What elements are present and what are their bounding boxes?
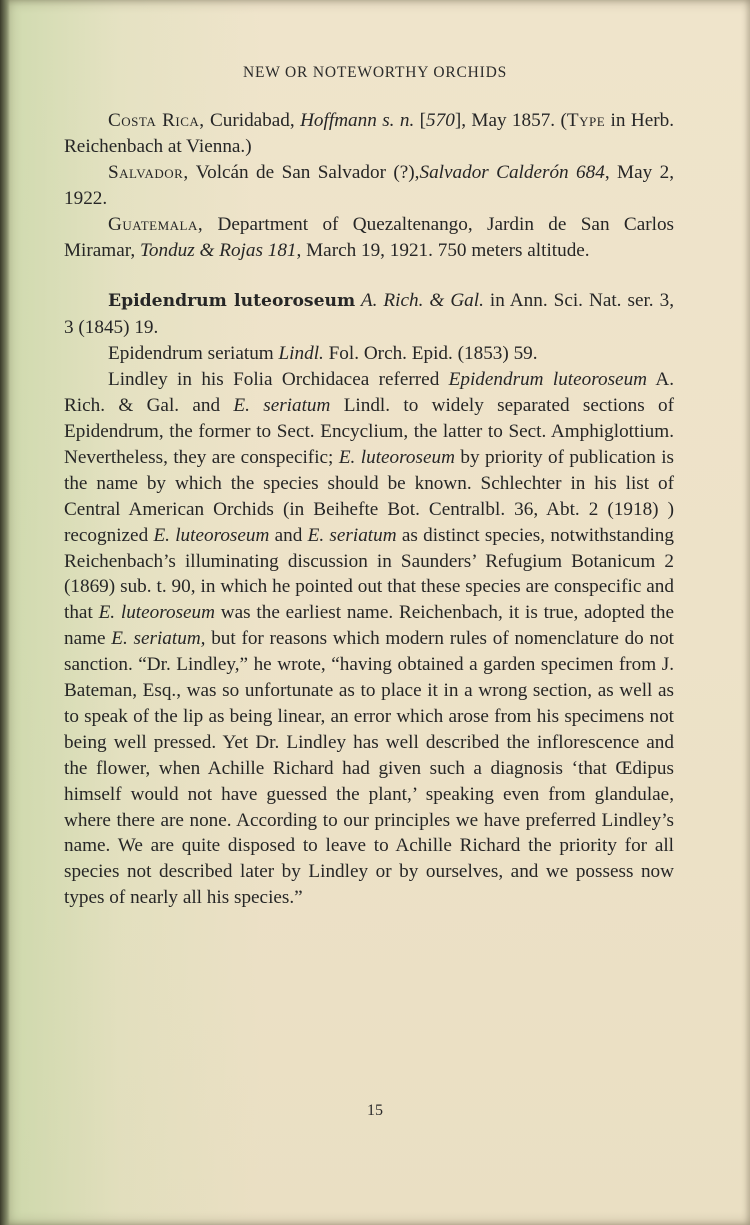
page-number: 15 (367, 1102, 383, 1119)
italic-name: E. seriatum (233, 395, 331, 417)
synonym (64, 341, 674, 367)
country-name: Costa Rica, (108, 110, 205, 131)
body-text (64, 108, 674, 911)
country-name: Salvador, (108, 161, 189, 183)
italic-name: E. luteoroseum (98, 602, 216, 624)
italic-name: Epidendrum luteoroseum (448, 369, 648, 391)
species-author: A. Rich. & Gal. (355, 290, 484, 312)
text: Department of Quezaltenango, Jardin de San Carlos Miramar, (64, 213, 674, 261)
text: Lindley in his Folia Orchidacea referred (108, 369, 449, 391)
collector: Hoffmann s. n. (300, 110, 415, 131)
text: by priority of publication is the name by which the species should be known. Schlechter in his list of Central American Orchids (in Beihefte Bot. Centralbl. 36, Abt. 2 (1918) ) recognized (64, 446, 674, 546)
running-head: NEW OR NOTEWORTHY ORCHIDS (242, 64, 508, 81)
italic-name: E. luteoroseum (153, 524, 270, 546)
text: Epidendrum seriatum (108, 343, 279, 365)
collector: Salvador Calderón 684 (419, 161, 605, 183)
locality-salvador (64, 160, 674, 212)
discussion-paragraph (64, 367, 674, 911)
species-heading (64, 288, 674, 341)
text: and (269, 524, 308, 546)
synonym-author: Lindl. (278, 343, 324, 365)
italic-name: E. seriatum, (111, 628, 206, 650)
text: [ (414, 110, 427, 131)
book-spine-shadow (0, 0, 10, 1225)
text: but for reasons which modern rules of nomenclature do not sanction. “Dr. Lindley,” he wrote, “having obtained a garden specimen from J. Bateman, Esq., was so unfortunate as to place it in a wrong section, as well as to speak of the lip as being linear, an error which arose from his specimens not being well pressed. Yet Dr. Lindley has well described the inflorescence and the flower, when Achille Richard had given such a diagnosis ‘that Œdipus himself would not have guessed the plant,’ speaking even from glandulae, where there are none. According to our principles we have preferred Lindley’s name. We are quite disposed to leave to Achille Richard the priority for all species not described later by Lindley or by ourselves, and we possess now types of nearly all his species.” (64, 628, 675, 909)
country-name: Guatemala, (108, 213, 204, 235)
collection-number: 570 (426, 110, 455, 131)
text: ], May 1857. ( (454, 110, 567, 131)
text: was the earliest name. Reichenbach, it is true, adopted the name (64, 602, 674, 650)
locality-guatemala (64, 212, 674, 264)
text: Curidabad, (204, 110, 301, 131)
text: as distinct species, notwithstanding Reichenbach’s illuminating discussion in Saunders’ Refugium Botanicum 2 (1869) sub. t. 90, in which he pointed out that these species are conspecific and that (64, 524, 674, 624)
text: Lindl. to widely separated sections of Epidendrum, the former to Sect. Encyclium, the latter to Sect. Amphiglottium. Nevertheless, they are conspecific; (64, 395, 674, 468)
text: , March 19, 1921. 750 meters altitude. (296, 239, 590, 261)
text: A. Rich. & Gal. and (64, 369, 674, 417)
text: , May 2, 1922. (64, 161, 675, 209)
text: Fol. Orch. Epid. (1853) 59. (323, 343, 538, 365)
locality-costa-rica (64, 108, 674, 160)
collector: Tonduz & Rojas 181 (139, 239, 297, 261)
text: Volcán de San Salvador (?), (188, 161, 420, 183)
text: in Herb. Reichenbach at Vienna.) (64, 110, 675, 157)
italic-name: E. seriatum (307, 524, 397, 546)
type-label: Type (566, 110, 606, 131)
italic-name: E. luteoroseum (338, 446, 455, 468)
citation: in Ann. Sci. Nat. ser. 3, 3 (1845) 19. (64, 290, 674, 339)
species-name: Epidendrum luteoroseum (108, 291, 356, 312)
